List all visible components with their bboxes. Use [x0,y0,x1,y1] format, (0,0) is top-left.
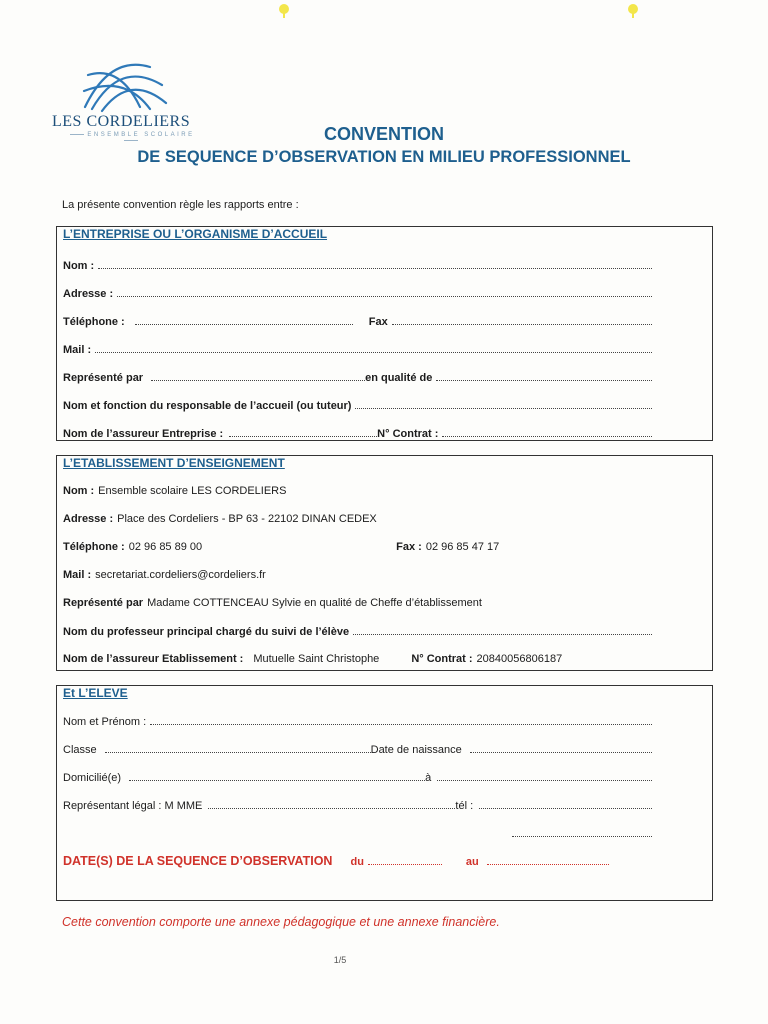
field-label: Fax : [396,541,422,553]
field-value: Ensemble scolaire LES CORDELIERS [98,485,287,497]
fill-line[interactable] [129,771,425,781]
fill-line[interactable] [135,315,353,325]
punch-mark [628,2,638,18]
field-value: Mutuelle Saint Christophe [253,653,380,665]
date-from-label: du [350,856,364,868]
field-label: Téléphone : [63,541,125,553]
logo-name: LES CORDELIERS [52,113,191,130]
observation-dates-label: DATE(S) DE LA SEQUENCE D’OBSERVATION [63,854,333,868]
field-row-nom [63,485,654,499]
fill-line[interactable] [150,715,652,725]
field-row-adresse [63,513,654,527]
field-row-nom-prenom [63,715,654,729]
field-label: Représentant légal : M MME [63,800,203,812]
field-label: à [425,772,432,784]
punch-mark [279,2,289,18]
field-row-mail [63,569,654,583]
field-label: Représenté par [63,597,144,609]
field-row-professeur [63,625,654,639]
section-eleve [56,685,713,901]
field-value: 20840056806187 [476,653,563,665]
fill-line[interactable] [95,343,652,353]
field-label: Date de naissance [370,744,462,756]
fill-line[interactable] [117,287,652,297]
field-row-representant [63,799,654,813]
fill-line[interactable] [208,799,455,809]
document-subtitle: DE SEQUENCE D’OBSERVATION EN MILIEU PROFESSIONNEL [137,148,631,166]
logo-mark-icon [80,55,170,113]
field-label: tél : [455,800,474,812]
field-label: Domicilié(e) [63,772,122,784]
field-label: Fax [368,316,388,328]
field-label: Nom du professeur principal chargé du suivi de l’élève [63,626,350,638]
field-label: Nom : [63,485,95,497]
field-value: 02 96 85 89 00 [128,541,203,553]
document-title: CONVENTION [323,124,444,144]
field-label: Nom et fonction du responsable de l’accueil (ou tuteur) [63,400,352,412]
fill-line[interactable] [151,371,365,381]
field-row-domicile [63,771,654,785]
field-row-responsable [63,399,654,413]
fill-line[interactable] [355,399,652,409]
date-to-fill[interactable] [487,855,609,865]
field-row-adresse [63,287,654,301]
fill-line[interactable] [98,259,652,269]
field-row-mail [63,343,654,357]
field-label: N° Contrat : [411,653,473,665]
field-label: Téléphone : [63,316,125,328]
field-label: Nom et Prénom : [63,716,147,728]
annex-note: Cette convention comporte une annexe pédagogique et une annexe financière. [62,915,500,929]
section-heading: L’ETABLISSEMENT D’ENSEIGNEMENT [63,456,285,470]
fill-line[interactable] [392,315,652,325]
field-row-classe [63,743,654,757]
observation-dates-row [63,854,611,868]
field-value: 02 96 85 47 17 [425,541,500,553]
fill-line[interactable] [470,743,652,753]
fill-line[interactable] [442,427,652,437]
field-value: Place des Cordeliers - BP 63 - 22102 DINAN CEDEX [117,513,377,525]
field-label: Mail : [63,569,92,581]
field-label: Représenté par [63,372,144,384]
field-label: Nom : [63,260,95,272]
field-row-represente [63,371,654,385]
field-label: Nom de l’assureur Etablissement : [63,653,244,665]
field-row-telephone [63,315,654,329]
section-heading: L’ENTREPRISE OU L’ORGANISME D’ACCUEIL [63,227,328,241]
section-heading: Et L’ELEVE [63,686,128,700]
fill-line[interactable] [437,771,652,781]
date-to-label: au [465,856,479,868]
page-number: 1/5 [333,955,347,965]
field-label: Classe [63,744,97,756]
fill-line[interactable] [105,743,371,753]
fill-line[interactable] [512,827,652,837]
section-etablissement [56,455,713,671]
field-value: secretariat.cordeliers@cordeliers.fr [95,569,266,581]
logo-subtitle: ENSEMBLE SCOLAIRE [66,132,196,144]
field-row-telephone [63,541,654,555]
field-label: en qualité de [365,372,433,384]
field-row-tel-2 [63,827,654,841]
field-label: Adresse : [63,513,114,525]
field-value: Madame COTTENCEAU Sylvie en qualité de Cheffe d’établissement [147,597,482,609]
field-label: Mail : [63,344,92,356]
intro-text: La présente convention règle les rapports entre : [62,199,299,211]
fill-line[interactable] [479,799,652,809]
field-row-nom [63,259,654,273]
field-row-represente [63,597,654,611]
field-label: Nom de l’assureur Entreprise : [63,428,224,440]
date-from-fill[interactable] [368,855,442,865]
fill-line[interactable] [436,371,652,381]
field-row-assureur [63,427,654,441]
fill-line[interactable] [353,625,652,635]
field-label: Adresse : [63,288,114,300]
field-row-assureur [63,653,654,667]
field-label: N° Contrat : [377,428,439,440]
fill-line[interactable] [229,427,377,437]
section-entreprise [56,226,713,441]
